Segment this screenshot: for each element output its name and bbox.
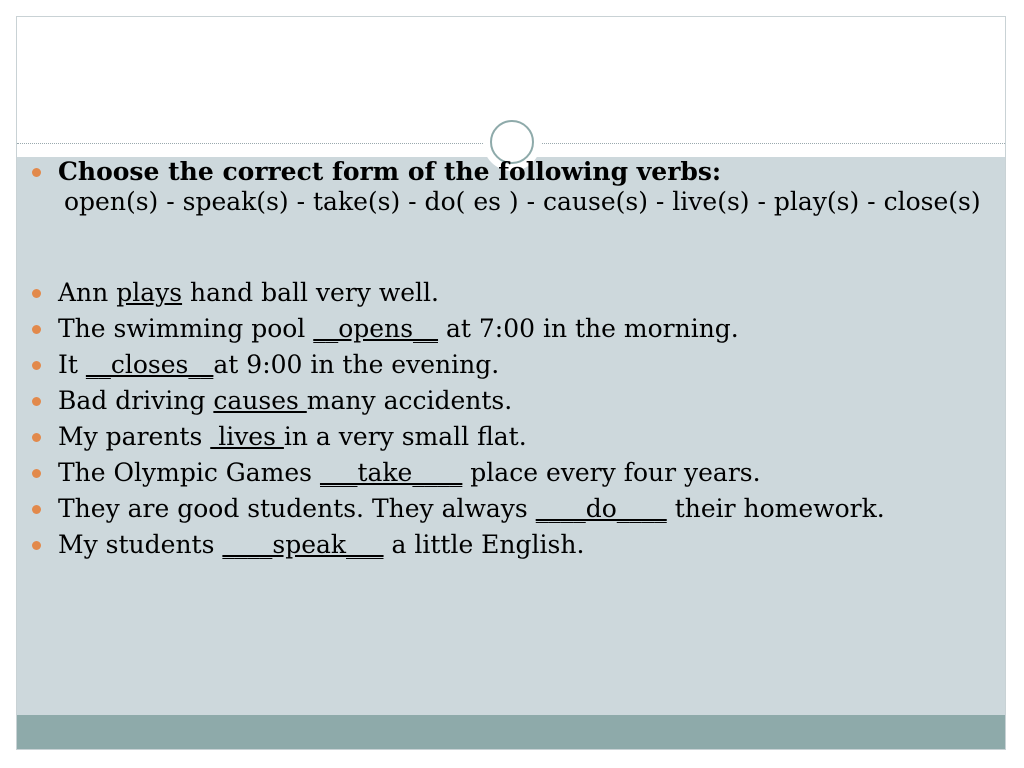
answer-blank: lives xyxy=(210,422,284,451)
sentence-before: Bad driving xyxy=(58,386,214,415)
sentence-before: The Olympic Games xyxy=(58,458,320,487)
sentence-item xyxy=(28,419,994,455)
sentence-before: My parents xyxy=(58,422,211,451)
sentence-after: at 7:00 in the morning. xyxy=(438,314,739,343)
answer-blank: __opens__ xyxy=(313,314,439,343)
bullet-icon xyxy=(32,289,41,298)
answer-blank: ____speak___ xyxy=(222,530,384,559)
sentence-after: hand ball very well. xyxy=(182,278,439,307)
sentence-item xyxy=(28,311,994,347)
sentence-after: many accidents. xyxy=(306,386,513,415)
sentence-before: The swimming pool xyxy=(58,314,314,343)
sentence-after: place every four years. xyxy=(462,458,761,487)
sentence-after: at 9:00 in the evening. xyxy=(213,350,500,379)
sentence-item xyxy=(28,491,994,527)
answer-blank: causes xyxy=(213,386,307,415)
spacer xyxy=(28,217,994,275)
sentence-item xyxy=(28,455,994,491)
answer-blank: ___take____ xyxy=(319,458,463,487)
answer-blank: __closes__ xyxy=(85,350,214,379)
bullet-icon xyxy=(32,325,41,334)
sentence-after: their homework. xyxy=(666,494,885,523)
sentence-before: They are good students. They always xyxy=(58,494,536,523)
bullet-icon xyxy=(32,433,41,442)
bullet-icon xyxy=(32,505,41,514)
exercise-list xyxy=(28,154,994,563)
bullet-icon xyxy=(32,361,41,370)
sentence-item xyxy=(28,347,994,383)
answer-blank: ____do____ xyxy=(535,494,667,523)
sentence-after: a little English. xyxy=(383,530,585,559)
sentence-item xyxy=(28,527,994,563)
verb-list: open(s) - speak(s) - take(s) - do( es ) - cause(s) - live(s) - play(s) - close(s) xyxy=(64,187,981,216)
bullet-icon xyxy=(32,168,41,177)
sentence-before: My students xyxy=(58,530,223,559)
sentence-before: It xyxy=(58,350,86,379)
footer-band xyxy=(17,715,1005,749)
bullet-icon xyxy=(32,397,41,406)
bullet-icon xyxy=(32,469,41,478)
sentence-item xyxy=(28,383,994,419)
instruction-text: Choose the correct form of the following verbs: xyxy=(58,157,722,186)
sentence-after: in a very small flat. xyxy=(283,422,527,451)
bullet-icon xyxy=(32,541,41,550)
answer-blank: plays xyxy=(116,278,183,307)
sentence-before: Ann xyxy=(58,278,117,307)
instruction-item xyxy=(28,154,994,190)
sentence-item xyxy=(28,275,994,311)
